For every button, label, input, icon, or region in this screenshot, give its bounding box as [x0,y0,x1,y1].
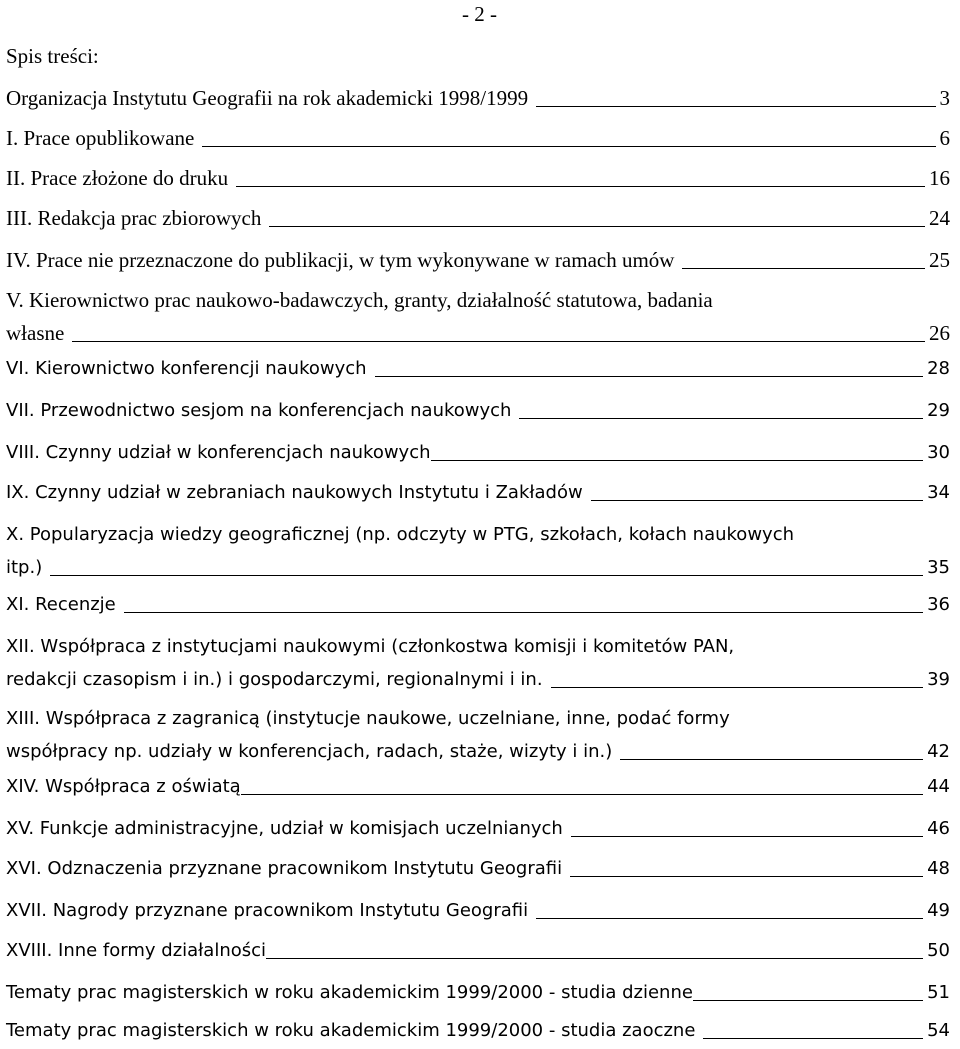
toc-entry-text: XI. Recenzje [6,594,116,615]
toc-entry-xii[interactable] [6,630,950,696]
toc-entry-page: 51 [927,982,950,1003]
toc-entry-page: 26 [929,321,950,345]
toc-entry-tematy-dzienne[interactable] [6,976,950,1009]
toc-leader-line [591,500,923,501]
toc-entry-page: 24 [929,206,950,230]
toc-entry-x[interactable] [6,518,950,584]
toc-entry-text: współpracy np. udziały w konferencjach, radach, staże, wizyty i in.) [6,741,613,762]
toc-entry-page: 50 [927,940,950,961]
toc-leader-line [571,836,923,837]
toc-leader-line [431,460,924,461]
toc-entry-xi[interactable] [6,588,950,621]
toc-entry-text: IX. Czynny udział w zebraniach naukowych Instytutu i Zakładów [6,482,583,503]
toc-entry-page: 49 [927,900,950,921]
toc-entry-text: Organizacja Instytutu Geografii na rok akademicki 1998/1999 [6,86,529,110]
toc-entry-vii[interactable] [6,394,950,427]
toc-leader-line [266,958,923,959]
toc-entry-page: 30 [927,442,950,463]
toc-entry-page: 3 [939,86,950,110]
toc-entry-page: 42 [927,741,950,762]
toc-entry-text: III. Redakcja prac zbiorowych [6,206,262,230]
toc-leader-line [693,1000,923,1001]
toc-entry-v[interactable] [6,284,950,350]
toc-entry-i[interactable] [6,122,950,155]
toc-leader-line [519,418,923,419]
toc-entry-page: 16 [929,166,950,190]
toc-leader-line [536,918,923,919]
toc-entry-text: Tematy prac magisterskich w roku akademickim 1999/2000 - studia dzienne [6,982,693,1003]
toc-entry-text: XIV. Współpraca z oświatą [6,776,241,797]
toc-entry-page: 6 [939,126,950,150]
toc-entry-page: 34 [927,482,950,503]
toc-entry-xv[interactable] [6,812,950,845]
toc-entry-xvi[interactable] [6,852,950,885]
toc-title: Spis treści: [6,44,99,68]
toc-leader-line [570,876,923,877]
page-number: - 2 - [462,2,497,26]
toc-entry-ix[interactable] [6,476,950,509]
toc-leader-line [375,376,924,377]
toc-entry-text: II. Prace złożone do druku [6,166,229,190]
toc-leader-line [269,226,925,227]
toc-entry-viii[interactable] [6,436,950,469]
toc-entry-text: XVII. Nagrody przyznane pracownikom Instytutu Geografii [6,900,529,921]
toc-entry-text: VI. Kierownictwo konferencji naukowych [6,358,367,379]
toc-entry-page: 46 [927,818,950,839]
toc-entry-text-line: XII. Współpraca z instytucjami naukowymi (członkostwa komisji i komitetów PAN, [6,636,735,657]
toc-entry-text: Tematy prac magisterskich w roku akademickim 1999/2000 - studia zaoczne [6,1020,696,1041]
toc-leader-line [703,1038,923,1039]
toc-leader-line [620,759,923,760]
toc-entry-text: XV. Funkcje administracyjne, udział w komisjach uczelnianych [6,818,563,839]
toc-leader-line [241,794,923,795]
toc-leader-line [536,106,935,107]
toc-entry-text: redakcji czasopism i in.) i gospodarczymi, regionalnymi i in. [6,669,543,690]
toc-entry-xviii[interactable] [6,934,950,967]
toc-entry-xiv[interactable] [6,770,950,803]
toc-entry-page: 29 [927,400,950,421]
toc-entry-ii[interactable] [6,162,950,195]
toc-leader-line [236,186,925,187]
toc-leader-line [551,687,924,688]
toc-entry-page: 48 [927,858,950,879]
toc-entry-iv[interactable] [6,244,950,277]
toc-entry-text: XVI. Odznaczenia przyznane pracownikom Instytutu Geografii [6,858,563,879]
toc-entry-text: własne [6,321,65,345]
toc-entry-page: 54 [927,1020,950,1041]
toc-leader-line [682,268,925,269]
toc-entry-text-line: X. Popularyzacja wiedzy geograficznej (np. odczyty w PTG, szkołach, kołach naukowych [6,524,795,545]
toc-entry-text-line: XIII. Współpraca z zagranicą (instytucje naukowe, uczelniane, inne, podać formy [6,708,730,729]
toc-entry-vi[interactable] [6,352,950,385]
toc-leader-line [72,341,925,342]
toc-leader-line [202,146,935,147]
toc-entry-xvii[interactable] [6,894,950,927]
toc-entry-xiii[interactable] [6,702,950,768]
toc-entry-page: 36 [927,594,950,615]
toc-entry-text: VIII. Czynny udział w konferencjach naukowych [6,442,431,463]
toc-entry-page: 35 [927,557,950,578]
toc-entry-page: 28 [927,358,950,379]
toc-entry-tematy-zaoczne[interactable] [6,1014,950,1047]
toc-entry-organizacja[interactable] [6,82,950,115]
toc-entry-text: I. Prace opublikowane [6,126,195,150]
toc-entry-page: 25 [929,248,950,272]
toc-entry-page: 44 [927,776,950,797]
toc-entry-page: 39 [927,669,950,690]
toc-entry-text: XVIII. Inne formy działalności [6,940,267,961]
toc-entry-text-line: V. Kierownictwo prac naukowo-badawczych, granty, działalność statutowa, badania [6,288,713,312]
toc-leader-line [124,612,923,613]
toc-entry-iii[interactable] [6,202,950,235]
toc-entry-text: VII. Przewodnictwo sesjom na konferencjach naukowych [6,400,512,421]
toc-entry-text: IV. Prace nie przeznaczone do publikacji, w tym wykonywane w ramach umów [6,248,675,272]
toc-entry-text: itp.) [6,557,43,578]
toc-leader-line [50,575,923,576]
